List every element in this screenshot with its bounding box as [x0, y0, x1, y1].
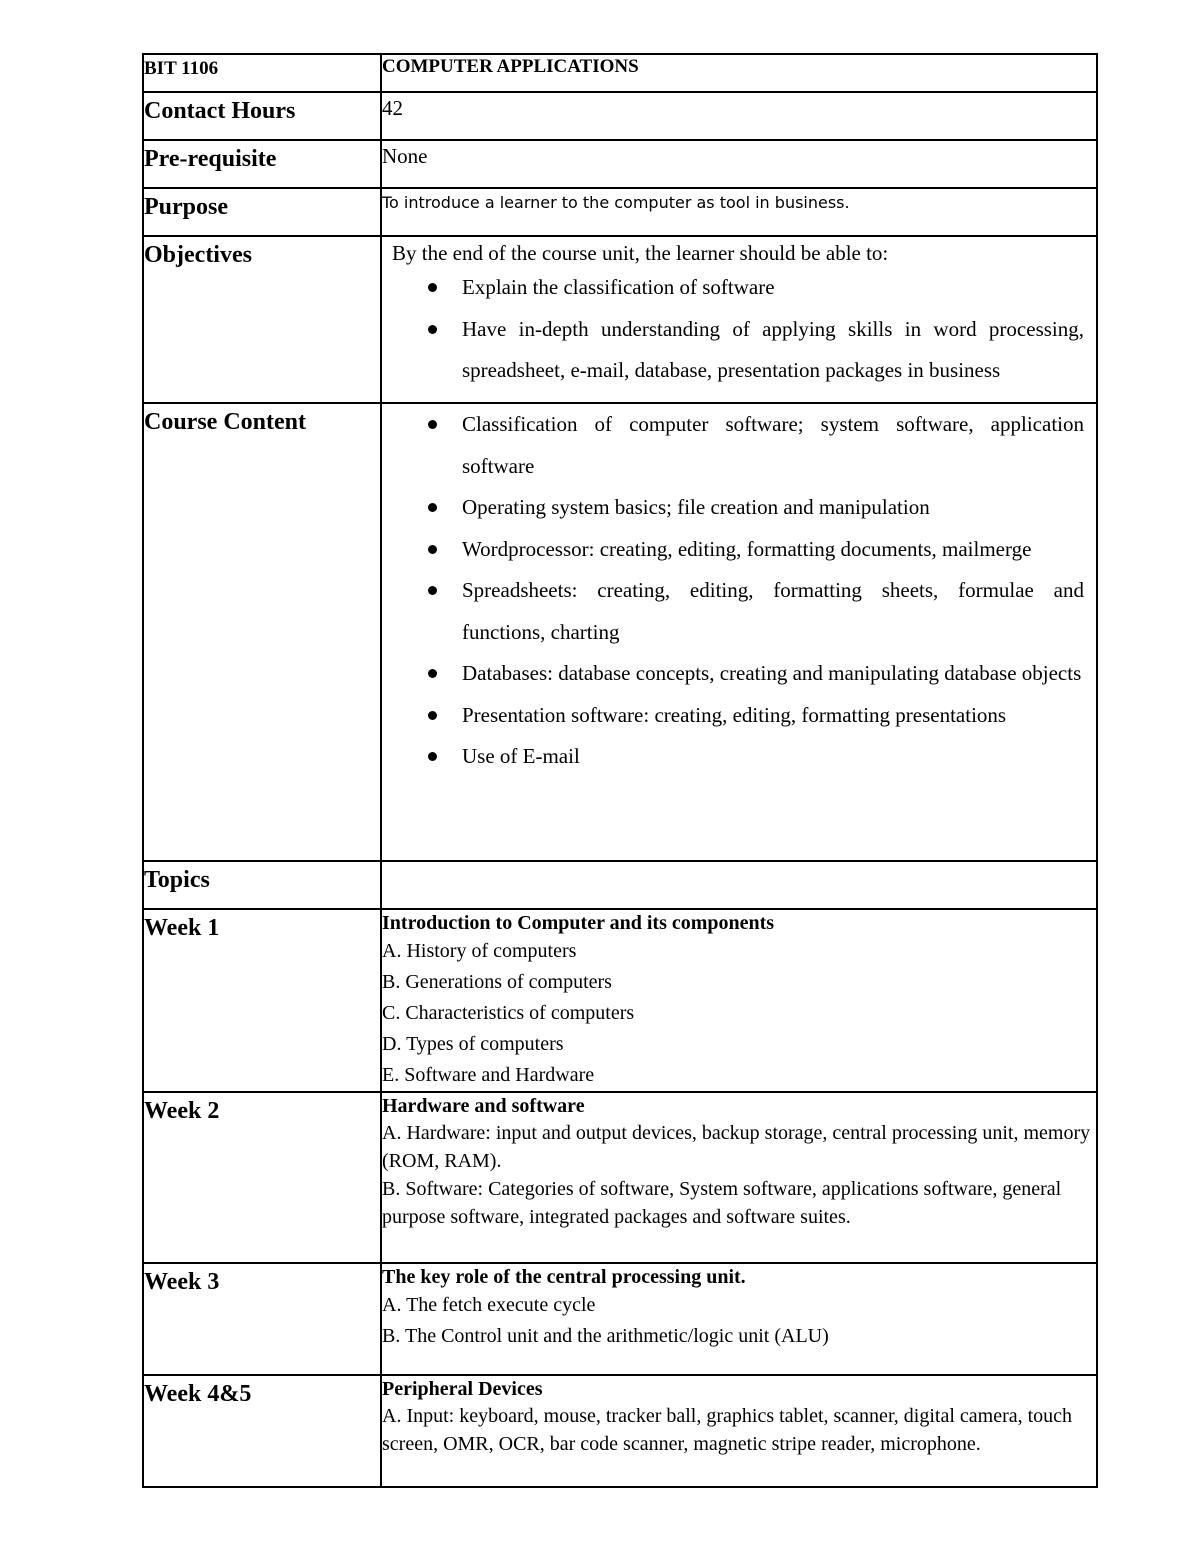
course-content-cell — [381, 403, 1097, 861]
week-line: C. Characteristics of computers — [382, 1002, 635, 1024]
list-item: Databases: database concepts, creating and manipulating database objects — [382, 653, 1084, 695]
contact-hours-label: Contact Hours — [143, 92, 381, 140]
course-content-list — [382, 404, 1096, 778]
list-item: Classification of computer software; system software, application software — [382, 404, 1084, 487]
objectives-list — [382, 267, 1096, 392]
course-title: COMPUTER APPLICATIONS — [381, 54, 1097, 92]
objectives-label: Objectives — [143, 236, 381, 403]
week-line: A. Input: keyboard, mouse, tracker ball, graphics tablet, scanner, digital camera, touch screen, OMR, OCR, bar code scanner, magnetic stripe reader, microphone. — [382, 1405, 1073, 1455]
header-row — [143, 54, 1097, 92]
list-item: Spreadsheets: creating, editing, formatting sheets, formulae and functions, charting — [382, 570, 1084, 653]
week-content — [381, 909, 1097, 1092]
list-item: Explain the classification of software — [382, 267, 1084, 309]
list-item: Use of E-mail — [382, 736, 1084, 778]
topics-value — [381, 861, 1097, 909]
week-title: The key role of the central processing unit. — [382, 1266, 746, 1288]
contact-hours-row — [143, 92, 1097, 140]
week-line: B. Generations of computers — [382, 971, 612, 993]
week-line: B. Software: Categories of software, System software, applications software, general purpose software, integrated packages and software suites. — [382, 1178, 1062, 1228]
list-item: Have in-depth understanding of applying skills in word processing, spreadsheet, e-mail, database, presentation packages in business — [382, 309, 1084, 392]
week-row — [143, 1092, 1097, 1263]
week-label: Week 4&5 — [143, 1375, 381, 1487]
list-item: Operating system basics; file creation and manipulation — [382, 487, 1084, 529]
course-content-row — [143, 403, 1097, 861]
week-row — [143, 909, 1097, 1092]
purpose-row — [143, 188, 1097, 236]
week-row — [143, 1375, 1097, 1487]
course-content-label: Course Content — [143, 403, 381, 861]
week-title: Peripheral Devices — [382, 1378, 543, 1400]
week-label: Week 2 — [143, 1092, 381, 1263]
week-label: Week 1 — [143, 909, 381, 1092]
week-line: A. Hardware: input and output devices, backup storage, central processing unit, memory (ROM, RAM). — [382, 1122, 1091, 1172]
week-content — [381, 1375, 1097, 1487]
prerequisite-row — [143, 140, 1097, 188]
topics-label: Topics — [143, 861, 381, 909]
objectives-row — [143, 236, 1097, 403]
week-line: D. Types of computers — [382, 1033, 564, 1055]
week-line: E. Software and Hardware — [382, 1064, 595, 1086]
prerequisite-value: None — [381, 140, 1097, 188]
week-content — [381, 1263, 1097, 1375]
course-outline-table — [142, 53, 1098, 1488]
week-label: Week 3 — [143, 1263, 381, 1375]
topics-row — [143, 861, 1097, 909]
objectives-cell — [381, 236, 1097, 403]
week-title: Introduction to Computer and its components — [382, 912, 775, 934]
week-title: Hardware and software — [382, 1095, 585, 1117]
list-item: Wordprocessor: creating, editing, formatting documents, mailmerge — [382, 529, 1084, 571]
week-row — [143, 1263, 1097, 1375]
week-line: A. The fetch execute cycle — [382, 1294, 596, 1316]
week-line: A. History of computers — [382, 940, 577, 962]
objectives-intro: By the end of the course unit, the learner should be able to: — [392, 241, 889, 265]
course-code: BIT 1106 — [143, 54, 381, 92]
contact-hours-value: 42 — [381, 92, 1097, 140]
purpose-value: To introduce a learner to the computer as tool in business. — [381, 188, 1097, 236]
week-content — [381, 1092, 1097, 1263]
prerequisite-label: Pre-requisite — [143, 140, 381, 188]
list-item: Presentation software: creating, editing, formatting presentations — [382, 695, 1084, 737]
week-line: B. The Control unit and the arithmetic/logic unit (ALU) — [382, 1325, 829, 1347]
purpose-label: Purpose — [143, 188, 381, 236]
